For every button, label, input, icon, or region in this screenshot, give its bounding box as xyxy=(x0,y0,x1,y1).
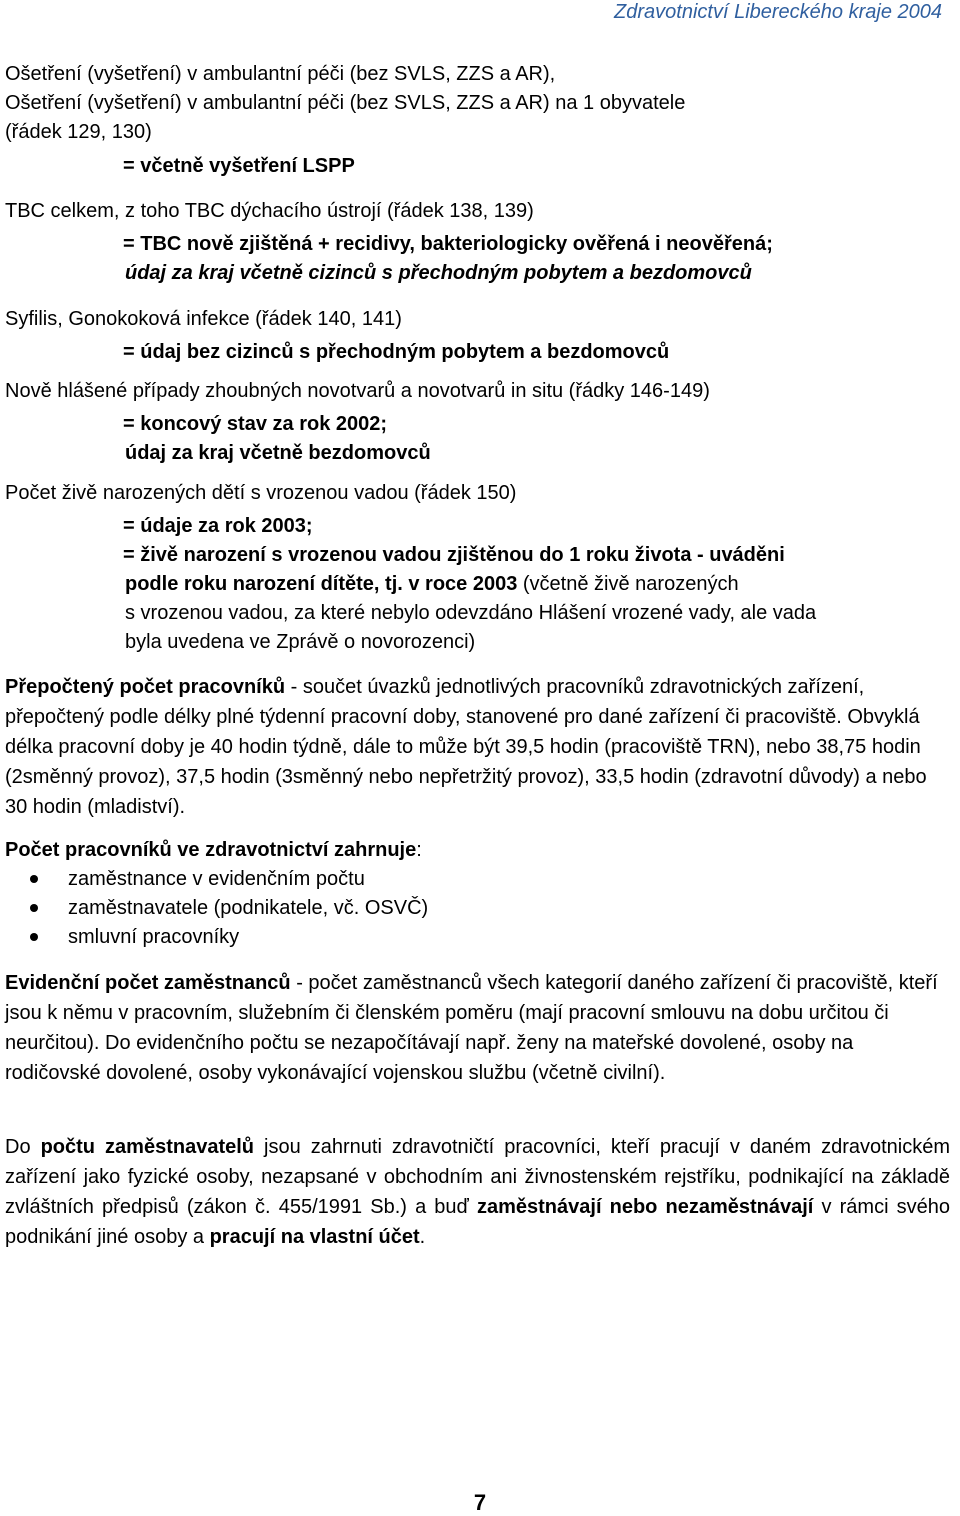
running-header: Zdravotnictví Libereckého kraje 2004 xyxy=(614,1,942,23)
list-item xyxy=(5,865,950,894)
term: Evidenční počet zaměstnanců xyxy=(5,972,291,994)
section-note: údaj za kraj včetně cizinců s přechodným pobytem a bezdomovců xyxy=(125,262,752,284)
text-span: Do xyxy=(5,1136,41,1158)
bullet-icon xyxy=(30,875,38,883)
section-title-line: Nově hlášené případy zhoubných novotvarů a novotvarů in situ (řádky 146-149) xyxy=(5,380,710,402)
bold-span: podle roku narození dítěte, tj. v roce 2003 xyxy=(125,573,518,595)
section-tbc xyxy=(5,197,950,288)
bullet-list xyxy=(5,865,950,952)
text-span: v rámci svého podnikání jiné osoby a xyxy=(5,1196,950,1248)
colon: : xyxy=(416,839,422,861)
definition: - součet úvazků jednotlivých pracovníků zdravotnických zařízení, přepočtený podle délky plné týdenní pracovní doby, stanovené pro dané zařízení či pracoviště. Obvyklá délka pracovní doby je 40 hodin týdně, dále to může být 39,5 hodin (pracoviště TRN), nebo 38,75 hodin (2směnný provoz), 37,5 hodin (3směnný nebo nepřetržitý provoz), 33,5 hodin (zdravotní důvody) a nebo 30 hodin (mladiství). xyxy=(5,676,927,818)
term: pracují na vlastní účet xyxy=(209,1226,420,1248)
section-note: = koncový stav za rok 2002; xyxy=(123,413,388,435)
term: zaměstnávají nebo nezaměstnávají xyxy=(476,1196,814,1218)
section-syfilis xyxy=(5,305,950,367)
list-heading xyxy=(5,836,950,865)
page-number: 7 xyxy=(473,1490,487,1515)
section-note: byla uvedena ve Zprávě o novorozenci) xyxy=(125,631,476,653)
section-title-line: TBC celkem, z toho TBC dýchacího ústrojí (řádek 138, 139) xyxy=(5,200,534,222)
section-note: = živě narození s vrozenou vadou zjištěnou do 1 roku života - uváděni xyxy=(123,544,785,566)
paragraph-pocet-pracovniku xyxy=(5,836,950,952)
list-item-text: smluvní pracovníky xyxy=(68,926,240,948)
list-item xyxy=(5,894,950,923)
text-span: . xyxy=(419,1226,426,1248)
paragraph-zamestnavatele xyxy=(5,1132,950,1252)
section-note: s vrozenou vadou, za které nebylo odevzdáno Hlášení vrozené vady, ale vada xyxy=(125,602,817,624)
section-novotvary xyxy=(5,377,950,468)
term: Přepočtený počet pracovníků xyxy=(5,676,286,698)
paragraph-evidencni-pocet xyxy=(5,968,950,1088)
section-title-line: (řádek 129, 130) xyxy=(5,121,152,143)
list-item-text: zaměstnavatele (podnikatele, vč. OSVČ) xyxy=(68,897,429,919)
section-title-line: Počet živě narozených dětí s vrozenou vadou (řádek 150) xyxy=(5,482,517,504)
section-note: = údaje za rok 2003; xyxy=(123,515,313,537)
list-item-text: zaměstnance v evidenčním počtu xyxy=(68,868,365,890)
bullet-icon xyxy=(30,904,38,912)
term: počtu zaměstnavatelů xyxy=(40,1136,255,1158)
normal-span: (včetně živě narozených xyxy=(517,573,739,595)
section-note: = včetně vyšetření LSPP xyxy=(123,155,355,177)
section-note: = údaj bez cizinců s přechodným pobytem a bezdomovců xyxy=(123,341,670,363)
term: Počet pracovníků ve zdravotnictví zahrnuje xyxy=(5,839,417,861)
section-note: = TBC nově zjištěná + recidivy, bakteriologicky ověřená i neověřená; xyxy=(123,233,773,255)
text-span: jsou zahrnuti zdravotničtí pracovníci, kteří pracují v daném zdravotnickém zařízení jako fyzické osoby, nezapsané v obchodním ani živnostenském rejstříku, podnikající na základě zvláštních předpisů (zákon č. 455/1991 Sb.) a buď xyxy=(5,1136,951,1218)
section-title-line: Ošetření (vyšetření) v ambulantní péči (bez SVLS, ZZS a AR), xyxy=(5,63,556,85)
section-ambulance xyxy=(5,60,950,181)
paragraph-prepocteny-pocet xyxy=(5,672,950,822)
section-title-line: Syfilis, Gonokoková infekce (řádek 140, 141) xyxy=(5,308,402,330)
section-vrozene-vady xyxy=(5,479,950,657)
bullet-icon xyxy=(30,933,38,941)
section-note: údaj za kraj včetně bezdomovců xyxy=(125,442,431,464)
definition: - počet zaměstnanců všech kategorií daného zařízení či pracoviště, kteří jsou k němu v pracovním, služebním či členském poměru (mají pracovní smlouvu na dobu určitou či neurčitou). Do evidenčního počtu se nezapočítávají např. ženy na mateřské dovolené, osoby na rodičovské dovolené, osoby vykonávající vojenskou službu (včetně civilní). xyxy=(5,972,938,1084)
list-item xyxy=(5,923,950,952)
section-title-line: Ošetření (vyšetření) v ambulantní péči (bez SVLS, ZZS a AR) na 1 obyvatele xyxy=(5,92,686,114)
section-note xyxy=(5,570,950,599)
